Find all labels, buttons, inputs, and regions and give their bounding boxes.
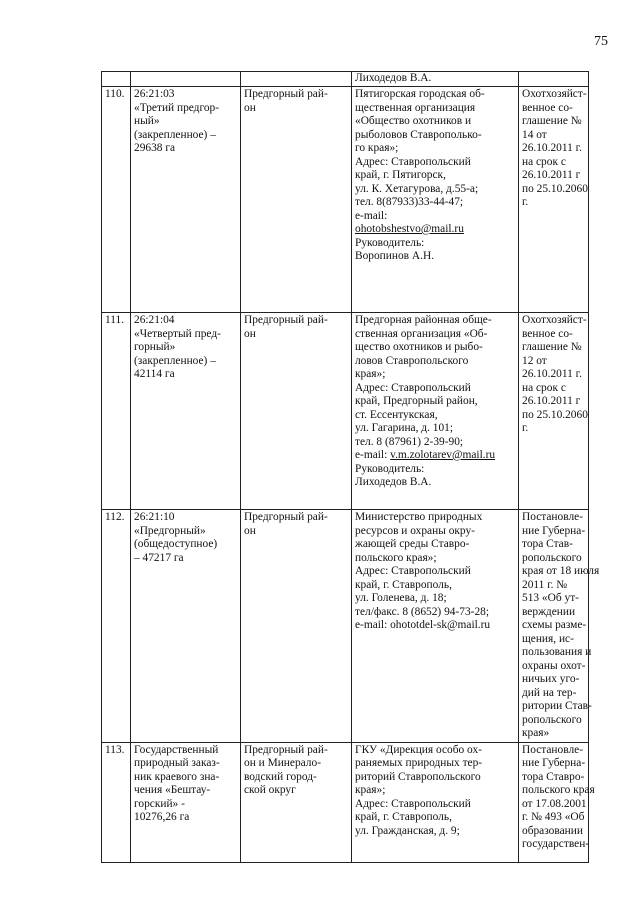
area-line: 26:21:04 [134,314,175,326]
cell-area [131,313,241,510]
email-line [355,449,515,463]
district-line: он [244,101,256,114]
area-line: – 47217 га [134,551,184,564]
terms-line: глашение № [522,341,582,353]
cell-district [241,742,352,862]
terms-line: Охотхозяйст- [522,314,587,326]
terms-line: Постановле- [522,511,583,523]
terms-line: Охотхозяйст- [522,88,587,100]
user-line: Адрес: Ставропольский [355,155,471,168]
terms-line: глашение № [522,115,582,127]
terms-line: 26.10.2011 г. [522,368,582,380]
cell-num [102,313,131,510]
cell-user [352,742,519,862]
area-line: 26:21:03 [134,88,175,100]
terms-line: г. [522,196,529,208]
user-line: ул. Гражданская, д. 9; [355,824,460,837]
terms-line: Постановле- [522,743,583,756]
terms-line: по 25.10.2060 [522,408,588,421]
terms-line: венное со- [522,101,573,114]
user-line: Адрес: Ставропольский [355,565,471,577]
terms-line: тора Ставро- [522,770,585,783]
user-line: Предгорная районная обще- [355,314,492,326]
area-line: природный заказ- [134,757,220,769]
terms-line: схемы разме- [522,619,587,631]
cell-terms [519,510,600,743]
table-row [102,742,589,862]
user-line: Министерство природных [355,511,483,523]
email-link[interactable]: v.m.zolotarev@mail.ru [390,449,496,461]
terms-line: ропольского [522,551,582,564]
continuation-text: Лиходедов В.А. [355,72,432,84]
area-line: ный» [134,115,160,127]
cell-area [131,87,241,313]
area-line: чения «Бештау- [134,784,211,796]
terms-line: 26.10.2011 г. [522,142,582,154]
user-line: польского края»; [355,551,437,564]
area-line: (общедоступное) [134,538,218,550]
cell-terms [519,72,589,87]
table-row-continuation [102,72,589,87]
area-line: «Третий предгор- [134,101,220,114]
cell-terms [519,742,595,862]
user-line: Руководитель: [355,462,425,475]
cell-district [241,87,352,313]
user-line: ственная организация «Об- [355,327,488,340]
terms-line: ние Губерна- [522,524,586,537]
area-line: «Четвертый пред- [134,327,221,340]
cell-area [131,510,241,743]
user-line: края»; [355,368,386,380]
terms-line: дий на тер- [522,686,577,699]
cell-user [352,313,519,510]
user-line: «Общество охотников и [355,115,472,127]
hunting-grounds-table [101,71,600,863]
table-row [102,313,589,510]
user-line: e-mail: ohototdel-sk@mail.ru [355,619,491,631]
terms-line: ропольского [522,713,582,726]
cell-area [131,742,241,862]
email-prefix: e-mail: [355,449,391,461]
table-row [102,87,589,313]
terms-line: образовании [522,824,583,837]
district-line: Предгорный рай- [244,88,328,100]
terms-line: по 25.10.2060 [522,182,588,195]
area-line: ник краевого зна- [134,770,220,783]
district-line: Предгорный рай- [244,743,328,756]
user-line: рыболовов Ставрополько- [355,128,482,141]
user-line: щество охотников и рыбо- [355,341,483,353]
cell-terms [519,313,589,510]
terms-line: ритории Став- [522,700,592,712]
email-link[interactable]: ohotobshestvo@mail.ru [355,223,464,235]
user-line: Адрес: Ставропольский [355,381,471,394]
cell-district [241,72,352,87]
user-line: щественная организация [355,101,476,114]
user-line: ресурсов и охраны окру- [355,524,475,537]
cell-terms [519,87,589,313]
user-line: раняемых природных тер- [355,757,483,769]
user-line: Воропинов А.Н. [355,250,435,262]
terms-line: 26.10.2011 г [522,169,581,181]
terms-line: польского края [522,784,595,796]
area-line: «Предгорный» [134,524,206,537]
cell-district [241,313,352,510]
terms-line: г. [522,422,529,434]
user-line: Лиходедов В.А. [355,476,432,488]
terms-line: края» [522,727,550,739]
terms-line: ничьих уго- [522,673,580,685]
area-line: горный» [134,341,176,353]
user-line: ул. Голенева, д. 18; [355,592,447,604]
terms-line: г. № 493 «Об [522,811,585,823]
terms-line: венное со- [522,327,573,340]
user-line: край, г. Ставрополь, [355,811,452,823]
table-row [102,510,589,743]
terms-line: на срок с [522,155,566,168]
user-line: ул. Гагарина, д. 101; [355,422,454,434]
terms-line: ние Губерна- [522,757,586,769]
terms-line: верждении [522,605,576,618]
district-line: ской округ [244,784,296,796]
row-number: 112. [105,511,125,523]
user-line: тел. 8 (87961) 2-39-90; [355,435,464,448]
user-line: e-mail: [355,209,388,222]
terms-line: 12 от [522,354,547,367]
area-line: 42114 га [134,368,175,380]
user-line: Пятигорская городская об- [355,88,485,100]
page-number: 75 [594,34,608,49]
row-number: 111. [105,314,125,326]
terms-line: 14 от [522,128,547,141]
district-line: он и Минерало- [244,757,321,769]
cell-user [352,72,519,87]
terms-line: от 17.08.2001 [522,797,587,810]
cell-num [102,72,131,87]
cell-user [352,510,519,743]
cell-num [102,510,131,743]
area-line: 26:21:10 [134,511,175,523]
district-line: Предгорный рай- [244,511,328,523]
user-line: ул. К. Хетагурова, д.55-а; [355,182,479,195]
cell-user [352,87,519,313]
row-number: 113. [105,743,125,756]
row-number: 110. [105,88,125,100]
district-line: водский город- [244,770,317,783]
terms-line: 513 «Об ут- [522,592,579,604]
terms-line: края от 18 июля [522,565,600,577]
user-line: край, г. Пятигорск, [355,169,446,181]
terms-line: на срок с [522,381,566,394]
cell-area [131,72,241,87]
user-line: риторий Ставропольского [355,770,481,783]
area-line: 29638 га [134,142,176,154]
area-line: (закрепленное) – [134,128,216,141]
user-line: тел. 8(87933)33-44-47; [355,196,464,208]
user-line: ст. Ессентукская, [355,408,438,421]
user-line: Адрес: Ставропольский [355,797,471,810]
area-line: 10276,26 га [134,811,190,823]
district-line: он [244,327,256,340]
user-line: край, г. Ставрополь, [355,578,452,591]
terms-line: тора Став- [522,538,573,550]
area-line: горский» - [134,797,185,810]
user-line: Руководитель: [355,236,425,249]
terms-line: 2011 г. № [522,578,568,591]
terms-line: государствен- [522,838,590,850]
user-line: ГКУ «Дирекция особо ох- [355,743,482,756]
email-line [355,223,515,237]
terms-line: 26.10.2011 г [522,395,581,407]
user-line: край, Предгорный район, [355,395,478,407]
cell-district [241,510,352,743]
district-line: Предгорный рай- [244,314,328,326]
district-line: он [244,524,256,537]
terms-line: пользования и [522,646,592,658]
cell-num [102,87,131,313]
user-line: го края»; [355,142,399,154]
user-line: края»; [355,784,386,796]
terms-line: охраны охот- [522,659,586,672]
terms-line: щения, ис- [522,632,574,645]
user-line: тел/факс. 8 (8652) 94-73-28; [355,605,490,618]
area-line: Государственный [134,743,219,756]
user-line: ловов Ставропольского [355,354,469,367]
cell-num [102,742,131,862]
area-line: (закрепленное) – [134,354,216,367]
user-line: жающей среды Ставро- [355,538,470,550]
